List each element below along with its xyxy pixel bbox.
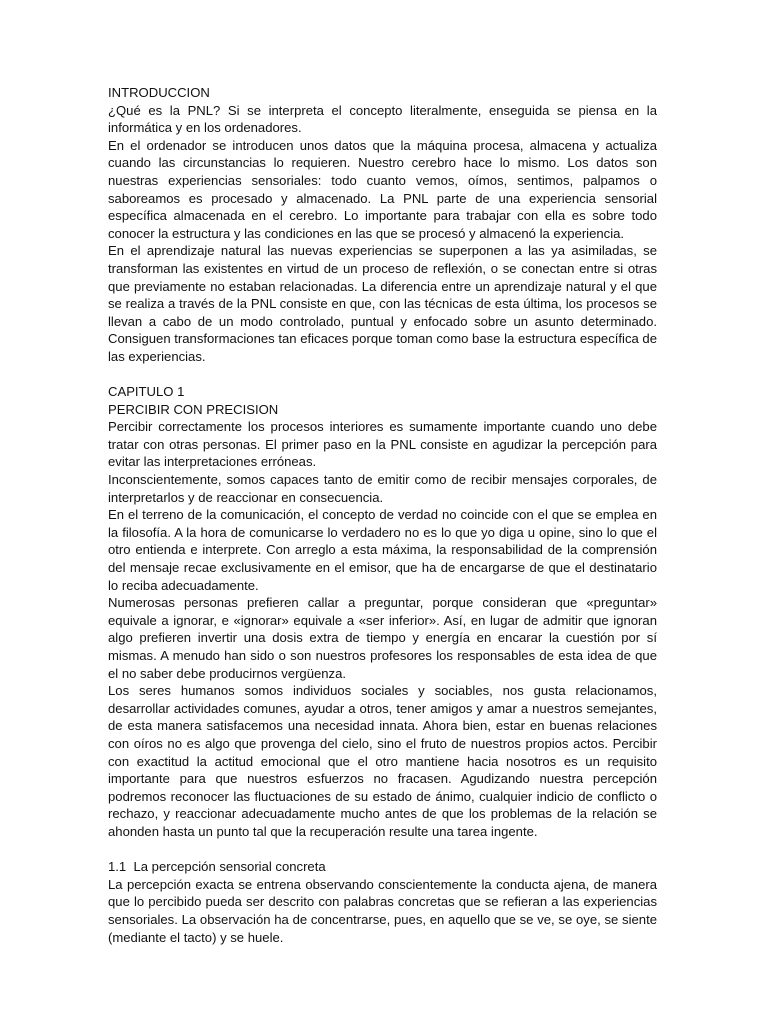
section-spacer	[108, 366, 657, 384]
chapter1-paragraph-2: Inconscientemente, somos capaces tanto de emitir como de recibir mensajes corporales, de interpretarlos y de reaccionar en consecuencia.	[108, 472, 657, 505]
chapter1-paragraph-5: Los seres humanos somos individuos sociales y sociables, nos gusta relacionamos, desarrollar actividades comunes, ayudar a otros, tener amigos y amar a nuestros semejantes, de esta manera satisfacemos una necesidad innata. Ahora bien, estar en buenas relaciones con oíros no es algo que provenga del cielo, sino el fruto de nuestros propios actos. Percibir con exactitud la actitud emocional que el otro mantiene hacia nosotros es un requisito importante para que nuestros esfuerzos no fracasen. Agudizando nuestra percepción podremos reconocer las fluctuaciones de su estado de ánimo, cualquier indicio de conflicto o rechazo, y reaccionar adecuadamente mucho antes de que los problemas de la relación se ahonden hasta un punto tal que la recuperación resulte una tarea ingente.	[108, 683, 657, 839]
intro-heading: INTRODUCCION	[108, 85, 210, 100]
chapter1-paragraph-1: Percibir correctamente los procesos interiores es sumamente importante cuando uno debe tratar con otras personas. El primer paso en la PNL consiste en agudizar la percepción para evitar las interpretaciones erróneas.	[108, 419, 657, 470]
section-1-1-paragraph-1: La percepción exacta se entrena observando conscientemente la conducta ajena, de manera que lo percibido pueda ser descrito con palabras concretas que se refieran a las experiencias sensoriales. La observación ha de concentrarse, pues, en aquello que se ve, se oye, se siente (mediante el tacto) y se huele.	[108, 876, 657, 945]
intro-paragraph-3: En el aprendizaje natural las nuevas experiencias se superponen a las ya asimiladas, se transforman las existentes en virtud de un proceso de reflexión, o se conectan entre si otras que previamente no estaban relacionadas. La diferencia entre un aprendizaje natural y el que se realiza a través de la PNL consiste en que, con las técnicas de esta última, los procesos se llevan a cabo de un modo controlado, puntual y enfocado sobre un asunto determinado. Consiguen transformaciones tan eficaces porque toman como base la estructura específica de las experiencias.	[108, 243, 657, 364]
section-spacer	[108, 841, 657, 859]
chapter-title: PERCIBIR CON PRECISION	[108, 401, 279, 417]
intro-paragraph-2: En el ordenador se introducen unos datos que la máquina procesa, almacena y actualiza cuando las circunstancias lo requieren. Nuestro cerebro hace lo mismo. Los datos son nuestras experiencias sensoriales: todo cuanto vemos, oímos, sentimos, palpamos o saboreamos es procesado y almacenado. La PNL parte de una experiencia sensorial específica almacenada en el cerebro. Lo importante para trabajar con ella es sobre todo conocer la estructura y las condiciones en las que se procesó y almacenó la experiencia.	[108, 137, 657, 241]
chapter-label: CAPITULO 1	[108, 384, 185, 400]
section-1-1-heading: 1.1 La percepción sensorial concreta	[108, 859, 326, 875]
chapter1-paragraph-4: Numerosas personas prefieren callar a preguntar, porque consideran que «preguntar» equivale a ignorar, e «ignorar» equivale a «ser inferior». Así, en lugar de admitir que ignoran algo prefieren invertir una dosis extra de tiempo y energía en encarar la cuestión por sí mismas. A menudo han sido o son nuestros profesores los responsables de esta idea de que el no saber debe producirnos vergüenza.	[108, 595, 657, 681]
intro-paragraph-1: ¿Qué es la PNL? Si se interpreta el concepto literalmente, enseguida se piensa en la informática y en los ordenadores.	[108, 102, 657, 136]
chapter1-paragraph-3: En el terreno de la comunicación, el concepto de verdad no coincide con el que se emplea en la filosofía. A la hora de comunicarse lo verdadero no es lo que yo diga u opine, sino lo que el otro entienda e interprete. Con arreglo a esta máxima, la responsabilidad de la comprensión del mensaje recae exclusivamente en el emisor, que ha de encargarse de que el destinatario lo reciba adecuadamente.	[108, 507, 657, 593]
document-body	[108, 84, 657, 946]
